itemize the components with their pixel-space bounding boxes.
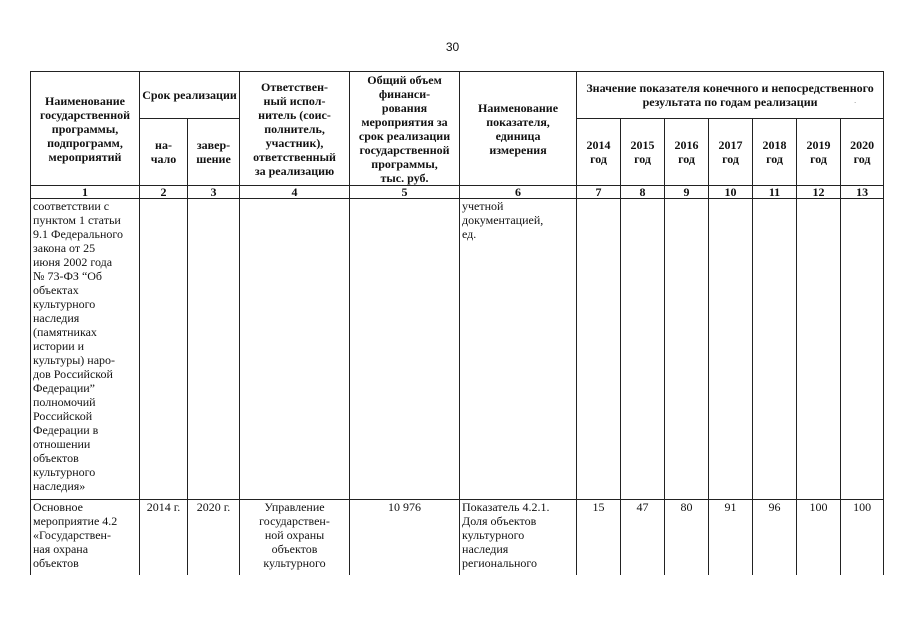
header-indicator: Наименование показателя, единица измерения [460, 72, 577, 186]
row-end: 2020 г. [188, 500, 240, 576]
column-number: 3 [188, 186, 240, 199]
row-responsible [240, 199, 350, 500]
header-volume: Общий объем финанси- рования мероприятия за срок реализации государственной программы, тыс. руб. [350, 72, 460, 186]
header-year: 2018 год [753, 119, 797, 186]
header-responsible: Ответствен- ный испол- нитель (соис- полнитель, участник), ответственный за реализацию [240, 72, 350, 186]
column-number: 10 [709, 186, 753, 199]
table-row [31, 500, 884, 576]
column-number: 11 [753, 186, 797, 199]
row-name: Основное мероприятие 4.2 «Государствен- ная охрана объектов [31, 500, 140, 576]
row-volume: 10 976 [350, 500, 460, 576]
column-number-row [31, 186, 884, 199]
row-value [577, 199, 621, 500]
column-number: 13 [841, 186, 884, 199]
header-end: завер- шение [188, 119, 240, 186]
column-number: 12 [797, 186, 841, 199]
row-value [841, 199, 884, 500]
row-volume [350, 199, 460, 500]
row-value: 80 [665, 500, 709, 576]
table-row [31, 199, 884, 500]
column-number: 1 [31, 186, 140, 199]
column-number: 7 [577, 186, 621, 199]
row-value [797, 199, 841, 500]
row-responsible: Управление государствен- ной охраны объектов культурного [240, 500, 350, 576]
header-start: на- чало [140, 119, 188, 186]
header-year: 2019 год [797, 119, 841, 186]
row-value: 91 [709, 500, 753, 576]
header-term: Срок реализации [140, 72, 240, 119]
row-value: 100 [841, 500, 884, 576]
row-value [753, 199, 797, 500]
indicator-table [30, 71, 884, 575]
column-number: 6 [460, 186, 577, 199]
row-value [665, 199, 709, 500]
header-year: 2020 год [841, 119, 884, 186]
header-year: 2017 год [709, 119, 753, 186]
row-start: 2014 г. [140, 500, 188, 576]
row-value: 47 [621, 500, 665, 576]
stray-mark: ` [854, 101, 857, 109]
page-number: 30 [445, 40, 460, 54]
row-name: соответствии с пунктом 1 статьи 9.1 Федерального закона от 25 июня 2002 года № 73-ФЗ “Об объектах культурного наследия (памятниках истории и культуры) наро- дов Российской Федерации” полномочий Российской Федерации в отношении объектов культурного наследия» [31, 199, 140, 500]
column-number: 5 [350, 186, 460, 199]
row-value: 100 [797, 500, 841, 576]
header-values-group: Значение показателя конечного и непосредственного результата по годам реализации [577, 72, 884, 119]
row-value: 15 [577, 500, 621, 576]
header-year: 2016 год [665, 119, 709, 186]
header-year: 2014 год [577, 119, 621, 186]
row-value [621, 199, 665, 500]
header-year: 2015 год [621, 119, 665, 186]
header-name: Наименование государственной программы, подпрограмм, мероприятий [31, 72, 140, 186]
row-end [188, 199, 240, 500]
column-number: 4 [240, 186, 350, 199]
column-number: 2 [140, 186, 188, 199]
row-value [709, 199, 753, 500]
row-start [140, 199, 188, 500]
column-number: 9 [665, 186, 709, 199]
row-indicator: учетной документацией, ед. [460, 199, 577, 500]
column-number: 8 [621, 186, 665, 199]
row-value: 96 [753, 500, 797, 576]
row-indicator: Показатель 4.2.1. Доля объектов культурного наследия регионального [460, 500, 577, 576]
